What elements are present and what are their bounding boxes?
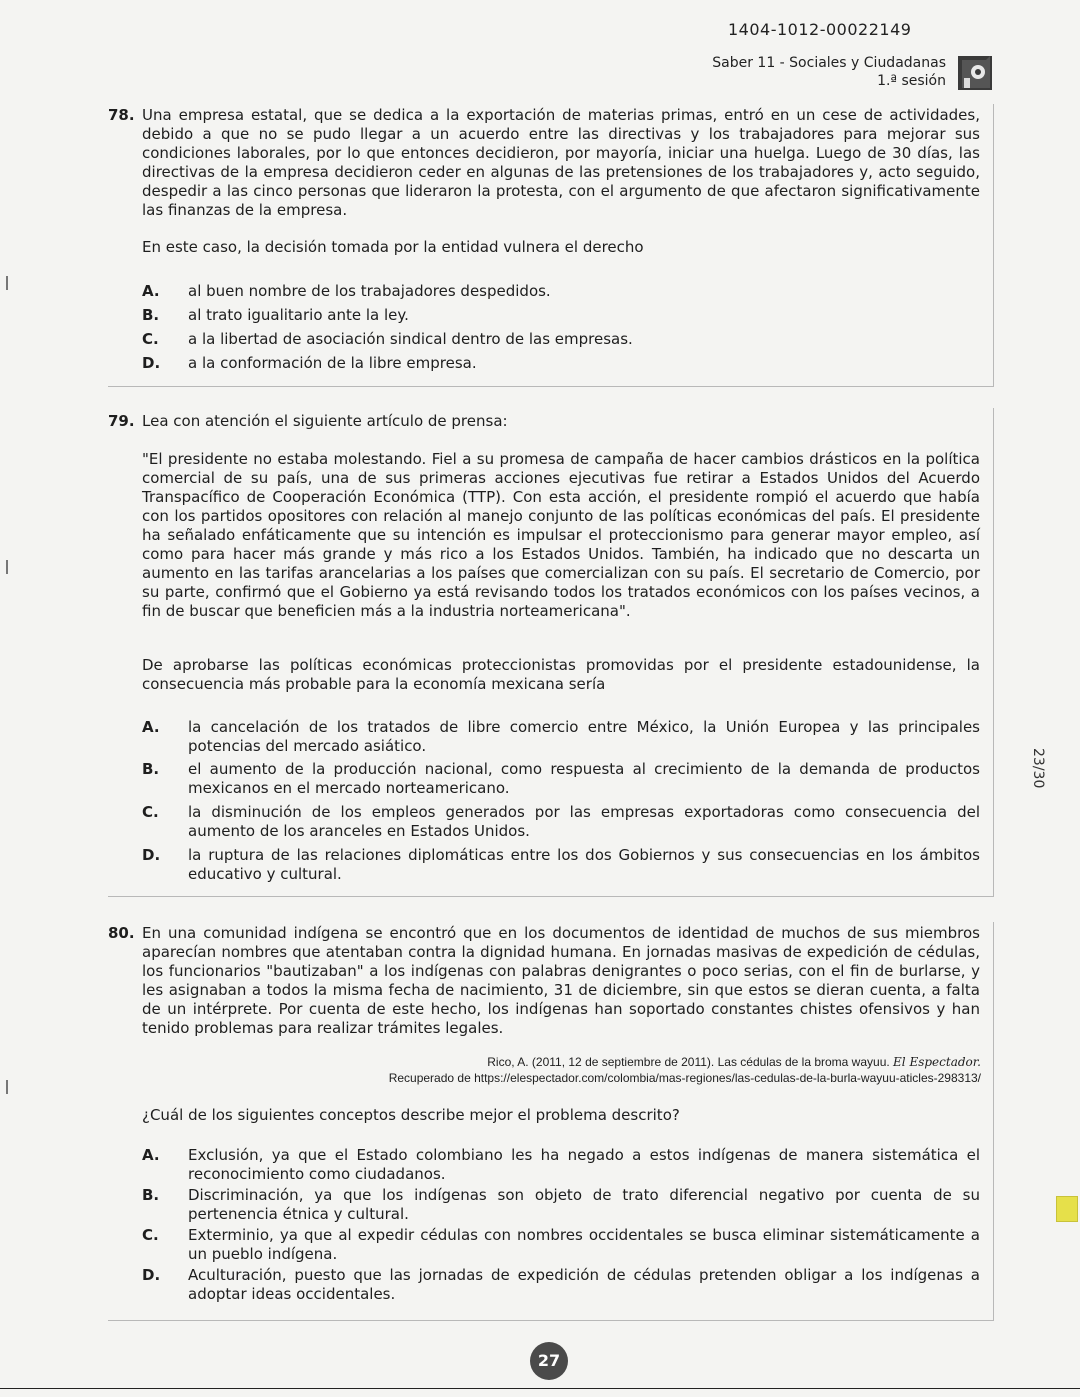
question-prompt: ¿Cuál de los siguientes conceptos describe mejor el problema descrito? xyxy=(142,1106,680,1124)
question-stem: En una comunidad indígena se encontró que en los documentos de identidad de muchos de sus miembros aparecían nombres que atentaban contra la dignidad humana. En jornadas masivas de expedición de cédulas, los funcionarios "bautizaban" a los indígenas con palabras denigrantes o poco serias, con el fin de burlarse, y les asignaban a todos la misma fecha de nacimiento, 31 de diciembre, sin que estos se dieran cuenta, a falta de un intérprete. Por cuenta de este hecho, los indígenas han soportado constantes chistes ofensivos y han tenido problemas para realizar trámites legales. xyxy=(142,924,980,1037)
option-text: a la conformación de la libre empresa. xyxy=(188,354,477,372)
question-80 xyxy=(108,922,994,1321)
page-number: 27 xyxy=(530,1342,568,1380)
margin-mark xyxy=(6,1080,8,1094)
side-page-counter: 23/30 xyxy=(1030,748,1046,789)
option-text: Exterminio, ya que al expedir cédulas con nombres occidentales se busca eliminar sistemáticamente a un pueblo indígena. xyxy=(188,1226,980,1263)
option-text: al trato igualitario ante la ley. xyxy=(188,306,409,324)
question-number: 79. xyxy=(108,412,135,430)
question-79 xyxy=(108,408,994,897)
option-text: el aumento de la producción nacional, como respuesta al crecimiento de la demanda de productos mexicanos en el mercado norteamericano. xyxy=(188,760,980,797)
question-number: 80. xyxy=(108,924,135,942)
document-code: 1404-1012-00022149 xyxy=(728,20,912,39)
option-letter: A. xyxy=(142,282,160,300)
option-text: la disminución de los empleos generados por las empresas exportadoras como consecuencia del aumento de los aranceles en Estados Unidos. xyxy=(188,803,980,840)
question-intro: Lea con atención el siguiente artículo de prensa: xyxy=(142,412,508,430)
option-letter: B. xyxy=(142,760,160,778)
option-letter: B. xyxy=(142,1186,160,1204)
bottom-divider xyxy=(0,1388,1080,1389)
option-letter: C. xyxy=(142,1226,159,1244)
option-letter: C. xyxy=(142,330,159,348)
source-citation xyxy=(221,1054,981,1086)
exam-subject: Saber 11 - Sociales y Ciudadanas xyxy=(712,55,946,71)
citation-source: El Espectador. xyxy=(893,1055,981,1069)
option-letter: D. xyxy=(142,354,161,372)
exam-session: 1.ª sesión xyxy=(877,73,946,89)
option-text: la ruptura de las relaciones diplomáticas entre los dos Gobiernos y sus consecuencias en los ámbitos educativo y cultural. xyxy=(188,846,980,883)
option-text: Exclusión, ya que el Estado colombiano les ha negado a estos indígenas de manera sistemática el reconocimiento como ciudadanos. xyxy=(188,1146,980,1183)
option-text: a la libertad de asociación sindical dentro de las empresas. xyxy=(188,330,633,348)
option-letter: D. xyxy=(142,846,161,864)
margin-mark xyxy=(6,560,8,574)
option-text: al buen nombre de los trabajadores despedidos. xyxy=(188,282,551,300)
exam-header xyxy=(712,54,946,90)
option-letter: D. xyxy=(142,1266,161,1284)
option-letter: A. xyxy=(142,1146,160,1164)
press-article: "El presidente no estaba molestando. Fiel a su promesa de campaña de hacer cambios drásticos en la política comercial de su país, una de sus primeras acciones ejecutivas fue retirar a Estados Unidos del Acuerdo Transpacífico de Cooperación Económica (TTP). Con esta acción, el presidente rompió el acuerdo que había con los partidos opositores con relación al manejo conjunto de las políticas económicas del país. El presidente ha señalado enfáticamente que su intención es impulsar el proteccionismo para generar mayor empleo, así como para hacer más grande y más rico a los Estados Unidos. También, ha indicado que no descarta un aumento en las tarifas arancelarias a los países que comercializan con su país. El secretario de Comercio, por su parte, confirmó que el Gobierno ya está revisando todos los tratados económicos con los países vecinos, a fin de buscar que beneficien más a la industria norteamericana". xyxy=(142,450,980,620)
option-text: Aculturación, puesto que las jornadas de expedición de cédulas pretenden obligar a los indígenas a adoptar ideas occidentales. xyxy=(188,1266,980,1303)
question-prompt: En este caso, la decisión tomada por la entidad vulnera el derecho xyxy=(142,238,644,256)
exam-logo-icon xyxy=(956,52,996,92)
option-text: Discriminación, ya que los indígenas son objeto de trato diferencial negativo por cuenta de su pertenencia étnica y cultural. xyxy=(188,1186,980,1223)
option-text: la cancelación de los tratados de libre comercio entre México, la Unión Europea y las principales potencias del mercado asiático. xyxy=(188,718,980,755)
option-letter: C. xyxy=(142,803,159,821)
question-78 xyxy=(108,104,994,387)
question-number: 78. xyxy=(108,106,135,124)
option-letter: B. xyxy=(142,306,160,324)
citation-reference: Rico, A. (2011, 12 de septiembre de 2011). Las cédulas de la broma wayuu. xyxy=(487,1055,890,1069)
question-stem: Una empresa estatal, que se dedica a la exportación de materias primas, entró en un cese de actividades, debido a que no se pudo llegar a un acuerdo entre las directivas y los trabajadores para mejorar sus condiciones laborales, por lo que entonces decidieron, por mayoría, iniciar una huelga. Luego de 30 días, las directivas de la empresa decidieron ceder en algunas de las pretensiones de los trabajadores y, acto seguido, despedir a las cinco personas que lideraron la protesta, con el argumento de que afectaron significativamente las finanzas de la empresa. xyxy=(142,106,980,219)
option-letter: A. xyxy=(142,718,160,736)
citation-url: Recuperado de https://elespectador.com/colombia/mas-regiones/las-cedulas-de-la-burla-wayuu-aticles-298313/ xyxy=(388,1071,981,1085)
page-tab-marker xyxy=(1056,1196,1078,1222)
question-prompt: De aprobarse las políticas económicas proteccionistas promovidas por el presidente estadounidense, la consecuencia más probable para la economía mexicana sería xyxy=(142,656,980,693)
margin-mark xyxy=(6,276,8,290)
